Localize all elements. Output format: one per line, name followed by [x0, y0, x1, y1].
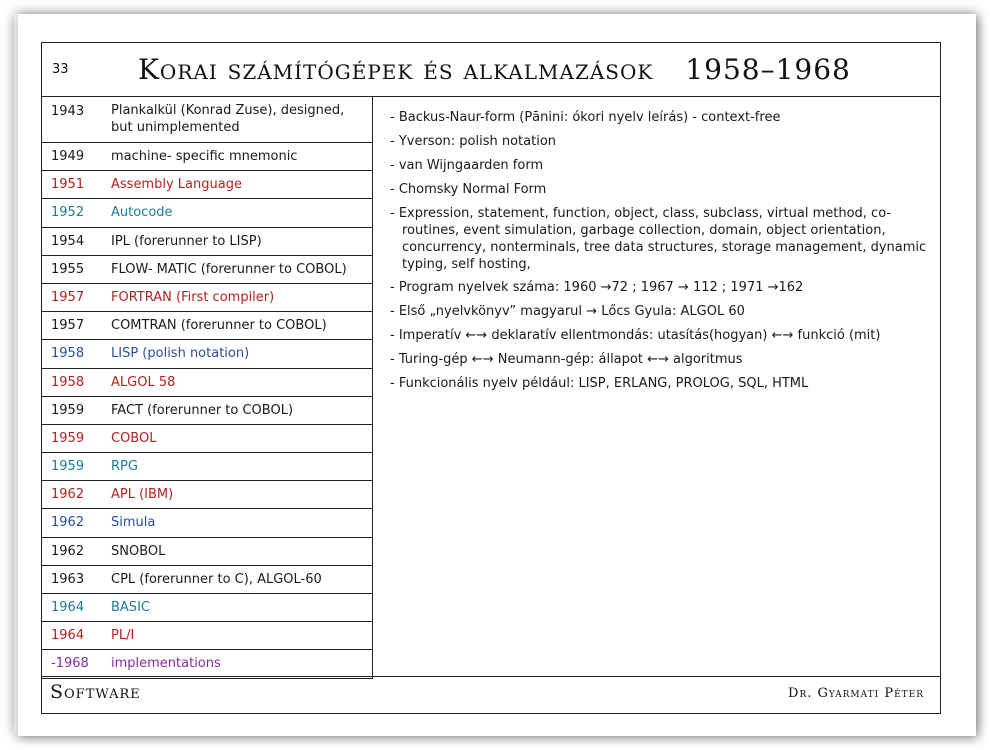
- note-item: - Chomsky Normal Form: [390, 182, 547, 197]
- slide-title: [138, 53, 851, 86]
- notes-list: [390, 109, 930, 399]
- timeline-year: 1964: [51, 600, 85, 615]
- timeline-row: [42, 143, 372, 171]
- timeline-year: 1964: [51, 628, 85, 644]
- slide-footer: [42, 676, 940, 713]
- timeline-year: 1957: [51, 289, 85, 305]
- timeline-row: [42, 369, 372, 397]
- timeline-table: [42, 97, 373, 679]
- timeline-year: 1962: [51, 515, 85, 531]
- timeline-language: implementations: [111, 656, 221, 672]
- note-item: - Első „nyelvkönyv” magyarul → Lőcs Gyula: ALGOL 60: [390, 304, 745, 319]
- timeline-row: [42, 397, 372, 425]
- slide-title-text: Korai számítógépek és alkalmazások: [138, 53, 654, 86]
- timeline-row: [42, 256, 372, 284]
- timeline-language: Simula: [111, 515, 156, 531]
- timeline-row: [42, 312, 372, 340]
- timeline-row: [42, 650, 372, 678]
- timeline-row: [42, 228, 372, 256]
- timeline-language: Plankalkül (Konrad Zuse), designed, but unimplemented: [111, 103, 345, 135]
- slide-title-years: 1958–1968: [685, 53, 851, 86]
- note-item: - Program nyelvek száma: 1960 →72 ; 1967 → 112 ; 1971 →162: [390, 280, 804, 295]
- timeline-language: COMTRAN (forerunner to COBOL): [111, 318, 327, 334]
- timeline-row: [42, 340, 372, 368]
- timeline-row: [42, 566, 372, 594]
- note-item: - Expression, statement, function, object, class, subclass, virtual method, co-routines, event simulation, garbage collection, domain, object orientation, concurrency, nonterminals, tree data structures, storage management, dynamic typing, self hosting,: [390, 206, 927, 272]
- note-item: - Funkcionális nyelv például: LISP, ERLANG, PROLOG, SQL, HTML: [390, 376, 809, 391]
- timeline-row: [42, 622, 372, 650]
- timeline-language: ALGOL 58: [111, 374, 176, 390]
- timeline-row: [42, 594, 372, 622]
- timeline-language: APL (IBM): [111, 487, 174, 503]
- timeline-year: 1963: [51, 571, 85, 587]
- timeline-row: [42, 453, 372, 481]
- timeline-year: 1958: [51, 346, 85, 362]
- timeline-year: 1949: [51, 149, 85, 164]
- timeline-row: [42, 481, 372, 509]
- timeline-language: FACT (forerunner to COBOL): [111, 402, 294, 418]
- timeline-row: [42, 199, 372, 227]
- timeline-language: SNOBOL: [111, 543, 166, 559]
- timeline-language: PL/I: [111, 628, 135, 644]
- timeline-row: [42, 284, 372, 312]
- note-item: - Imperatív ←→ deklaratív ellentmondás: utasítás(hogyan) ←→ funkció (mit): [390, 328, 881, 343]
- timeline-row: [42, 171, 372, 199]
- timeline-language: FLOW- MATIC (forerunner to COBOL): [111, 261, 347, 277]
- timeline-year: 1962: [51, 543, 85, 559]
- timeline-row: [42, 97, 372, 143]
- timeline-year: 1959: [51, 402, 85, 418]
- note-item: - van Wijngaarden form: [390, 158, 544, 173]
- slide-number: 33: [52, 62, 69, 77]
- timeline-year: 1943: [51, 104, 85, 119]
- timeline-year: 1959: [51, 459, 85, 475]
- timeline-row: [42, 538, 372, 566]
- timeline-year: 1951: [51, 177, 85, 193]
- timeline-language: machine- specific mnemonic: [111, 149, 298, 164]
- timeline-year: 1962: [51, 487, 85, 503]
- note-item: - Yverson: polish notation: [390, 134, 557, 149]
- slide-header: [42, 43, 940, 97]
- timeline-language: FORTRAN (First compiler): [111, 289, 275, 305]
- timeline-year: -1968: [51, 656, 89, 672]
- timeline-year: 1957: [51, 318, 85, 334]
- timeline-language: RPG: [111, 459, 138, 475]
- timeline-language: CPL (forerunner to C), ALGOL-60: [111, 571, 322, 587]
- footer-author: Dr. Gyarmati Péter: [788, 686, 924, 701]
- footer-subject: Software: [50, 681, 141, 703]
- timeline-year: 1952: [51, 205, 85, 221]
- timeline-year: 1954: [51, 233, 85, 249]
- note-item: - Backus-Naur-form (Pānini: ókori nyelv leírás) - context-free: [390, 110, 781, 125]
- note-item: - Turing-gép ←→ Neumann-gép: állapot ←→ algoritmus: [390, 352, 743, 367]
- slide: [18, 14, 976, 736]
- timeline-language: Autocode: [111, 205, 173, 221]
- timeline-year: 1959: [51, 430, 85, 446]
- timeline-language: LISP (polish notation): [111, 346, 250, 362]
- timeline-year: 1958: [51, 374, 85, 390]
- timeline-language: Assembly Language: [111, 177, 242, 193]
- timeline-row: [42, 509, 372, 537]
- slide-frame: [41, 42, 941, 714]
- timeline-language: IPL (forerunner to LISP): [111, 233, 262, 249]
- timeline-language: COBOL: [111, 430, 157, 446]
- timeline-year: 1955: [51, 261, 85, 277]
- timeline-language: BASIC: [111, 600, 150, 615]
- timeline-row: [42, 425, 372, 453]
